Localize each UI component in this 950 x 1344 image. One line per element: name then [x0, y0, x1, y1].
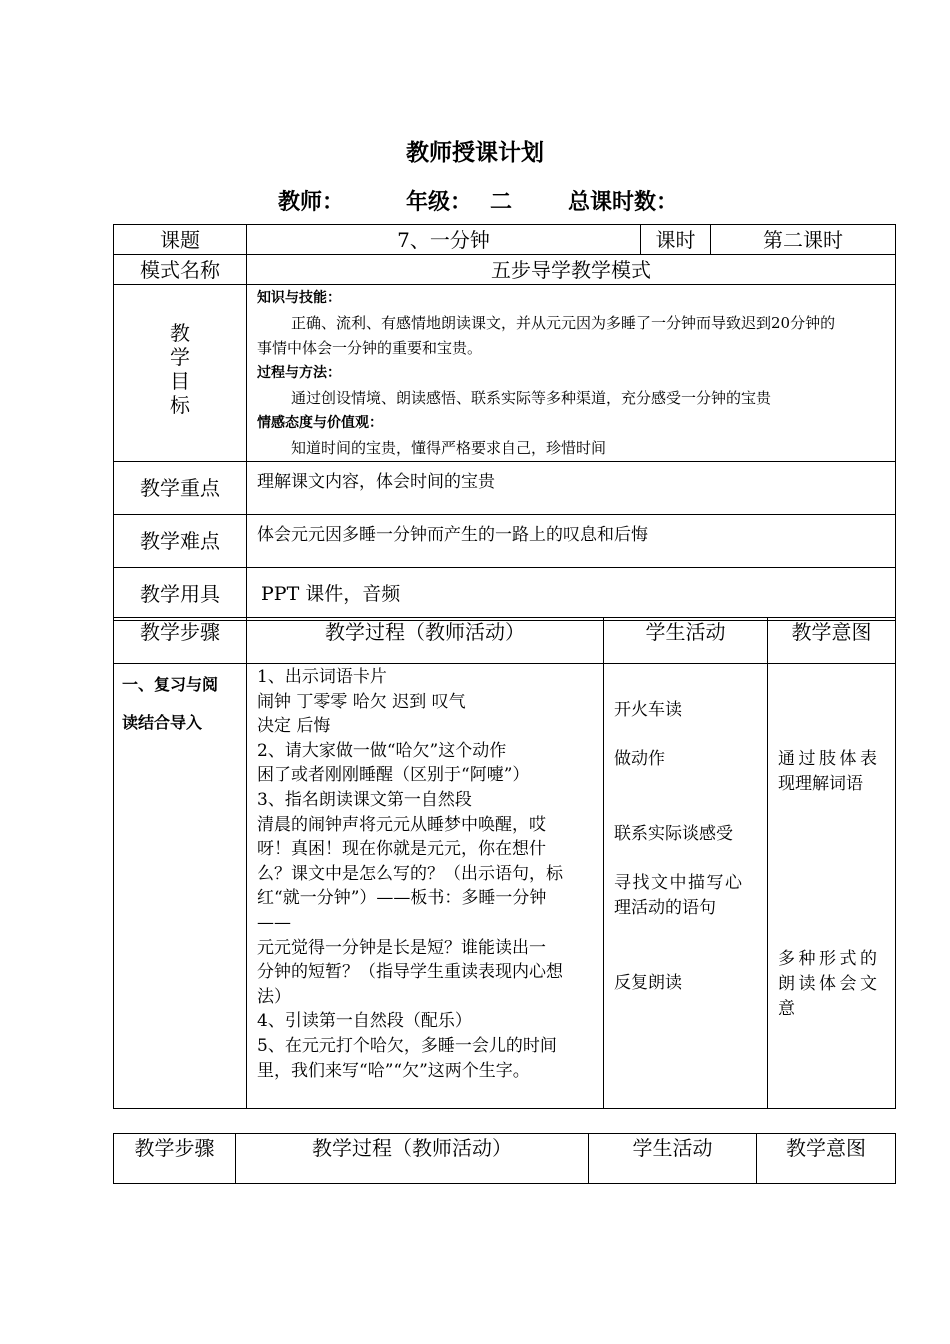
- process-method-text: 通过创设情境、朗读感悟、联系实际等多种渠道，充分感受一分钟的宝贵: [291, 389, 772, 407]
- goal-content: [247, 285, 896, 462]
- process-line: 1、出示词语卡片: [257, 667, 387, 687]
- teacher-process: [247, 664, 604, 1109]
- process-line: 决定 后悔: [257, 716, 331, 737]
- student-header: 学生活动: [604, 618, 768, 664]
- process-line: 3、指名朗读课文第一自然段: [257, 789, 472, 810]
- process-method-title: 过程与方法：: [257, 365, 341, 381]
- teacher-label: 教师：: [278, 190, 345, 215]
- step-name-line: 一、复习与阅: [122, 675, 219, 694]
- grade-value: 二: [490, 190, 513, 215]
- process-header: 教学过程（教师活动）: [247, 618, 604, 664]
- tools-value: PPT 课件，音频: [247, 568, 896, 621]
- process-line: 困了或者刚刚睡醒（区别于“阿嚏”）: [257, 765, 530, 786]
- step-name: [114, 664, 247, 1109]
- total-hours-label: 总课时数：: [568, 190, 679, 215]
- tools-label: 教学用具: [114, 568, 247, 621]
- page-title: 教师授课计划: [406, 140, 544, 166]
- student-activity: [604, 664, 768, 1109]
- steps-table: [113, 617, 896, 1109]
- knowledge-text-cont: 事情中体会一分钟的重要和宝贵。: [257, 339, 483, 357]
- step-name-line: 读结合导入: [122, 713, 203, 732]
- student-activity-item: 理活动的语句: [614, 898, 716, 918]
- key-point-label: 教学重点: [114, 462, 247, 515]
- steps-header-2: 教学步骤: [114, 1134, 236, 1184]
- goal-label-char: 学: [170, 345, 190, 369]
- knowledge-text: 正确、流利、有感情地朗读课文，并从元元因为多睡了一分钟而导致迟到20分钟的: [291, 314, 836, 332]
- process-line: 呀！真困！现在你就是元元，你在想什: [257, 839, 546, 860]
- emotion-title: 情感态度与价值观：: [257, 415, 383, 431]
- student-activity-item: 联系实际谈感受: [614, 824, 733, 844]
- goal-label-char: 目: [170, 369, 190, 393]
- process-line: 5、在元元打个哈欠，多睡一会儿的时间: [257, 1035, 557, 1056]
- mode-value: 五步导学教学模式: [247, 255, 896, 285]
- student-activity-item: 开火车读: [614, 700, 682, 720]
- process-line: 元元觉得一分钟是长是短？谁能读出一: [257, 937, 546, 958]
- key-point-value: 理解课文内容，体会时间的宝贵: [247, 462, 896, 515]
- process-line: 里，我们来写“哈”“欠”这两个生字。: [257, 1060, 530, 1081]
- intent-line: 朗读体会文: [778, 974, 881, 994]
- knowledge-title: 知识与技能：: [257, 290, 341, 306]
- process-line: 分钟的短暂？（指导学生重读表现内心想: [257, 962, 563, 983]
- period-label: 课时: [641, 225, 711, 255]
- student-activity-item: 反复朗读: [614, 973, 682, 993]
- goal-label: [114, 285, 247, 462]
- mode-label: 模式名称: [114, 255, 247, 285]
- teaching-intent: [768, 664, 896, 1109]
- intent-header: 教学意图: [768, 618, 896, 664]
- intent-line: 通过肢体表: [778, 749, 881, 769]
- student-header-2: 学生活动: [589, 1134, 757, 1184]
- intent-header-2: 教学意图: [757, 1134, 896, 1184]
- steps-header: 教学步骤: [114, 618, 247, 664]
- difficulty-value: 体会元元因多睡一分钟而产生的一路上的叹息和后悔: [247, 515, 896, 568]
- grade-label: 年级：: [406, 190, 473, 215]
- emotion-text: 知道时间的宝贵，懂得严格要求自己，珍惜时间: [291, 439, 607, 457]
- student-activity-item: 寻找文中描写心: [614, 873, 744, 893]
- goal-label-char: 教: [170, 321, 190, 345]
- period-value: 第二课时: [711, 225, 896, 255]
- difficulty-label: 教学难点: [114, 515, 247, 568]
- process-line: ——: [257, 912, 291, 933]
- process-line: 闹钟 丁零零 哈欠 迟到 叹气: [257, 691, 466, 712]
- student-activity-item: 做动作: [614, 749, 665, 769]
- intent-line: 多种形式的: [778, 949, 881, 969]
- process-line: 法）: [257, 986, 291, 1007]
- steps-table-continued: [113, 1133, 896, 1184]
- process-header-2: 教学过程（教师活动）: [236, 1134, 589, 1184]
- lesson-plan-table: [113, 224, 896, 621]
- topic-label: 课题: [114, 225, 247, 255]
- topic-value: 7、一分钟: [247, 225, 641, 255]
- goal-label-char: 标: [170, 393, 190, 417]
- process-line: 红“就一分钟”）——板书：多睡一分钟: [257, 888, 547, 909]
- process-line: 清晨的闹钟声将元元从睡梦中唤醒，哎: [257, 814, 546, 835]
- process-line: 4、引读第一自然段（配乐）: [257, 1011, 472, 1032]
- intent-line: 意: [778, 999, 795, 1019]
- intent-line: 现理解词语: [778, 774, 863, 794]
- process-line: 2、请大家做一做“哈欠”这个动作: [257, 740, 507, 761]
- process-line: 么？课文中是怎么写的？（出示语句，标: [257, 863, 563, 884]
